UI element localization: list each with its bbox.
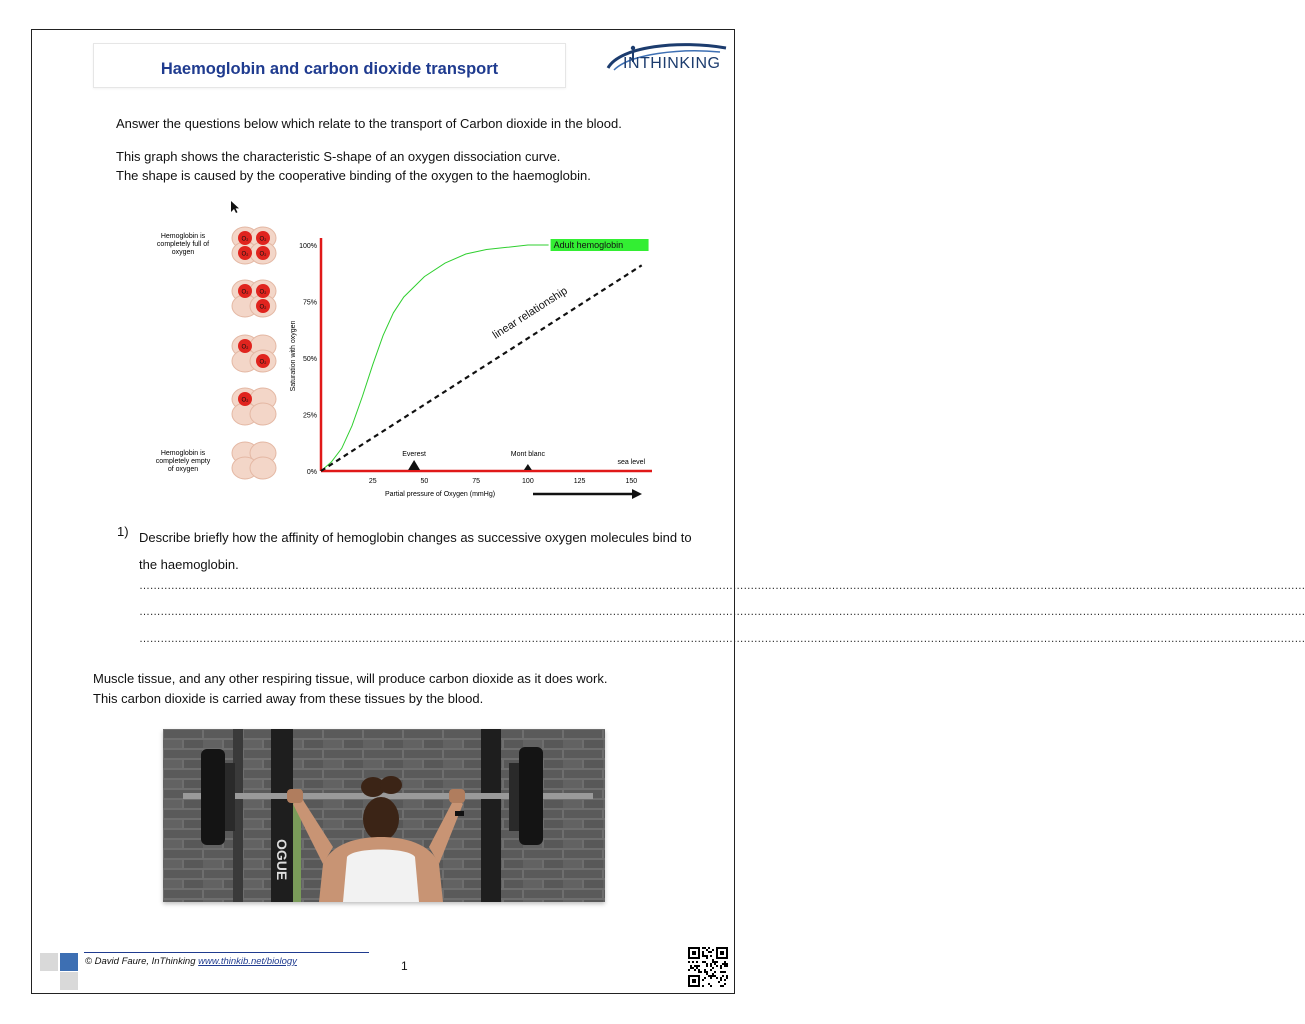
o2-label: O₂	[241, 397, 249, 404]
intro-graph-line: This graph shows the characteristic S-shape of an oxygen dissociation curve.	[116, 149, 561, 164]
altitude-marker-icon	[524, 464, 532, 470]
arrow-head-icon	[632, 489, 642, 499]
y-tick-label: 0%	[306, 469, 317, 476]
hemoglobin-subunit	[250, 457, 276, 479]
series-label-linear-relationship: linear relationship	[490, 284, 570, 342]
rack-text: OGUE	[274, 839, 290, 881]
y-tick-label: 100%	[299, 243, 317, 250]
label-empty-2: completely empty	[155, 458, 211, 465]
answer-line-3[interactable]: ……………………………………………………………………………………………………………………………………………………………………………………………………………………………………………………………………………………………………	[139, 633, 1305, 645]
x-tick-label: 150	[625, 478, 638, 485]
footer-squares-icon	[40, 950, 80, 990]
weightlifter-illustration	[163, 729, 605, 902]
altitude-marker-label: Mont blanc	[510, 451, 545, 458]
y-tick-label: 25%	[302, 412, 317, 420]
label-full-2: completely full of	[156, 241, 210, 248]
weightlifting-photo	[163, 729, 605, 902]
hemoglobin-molecule	[232, 335, 276, 372]
altitude-markers	[402, 451, 645, 470]
hemoglobin-molecules	[232, 227, 276, 479]
label-full-3: oxygen	[171, 249, 195, 256]
label-empty-3: of oxygen	[167, 466, 199, 473]
cursor-icon	[231, 201, 239, 213]
intro-instruction: Answer the questions below which relate to the transport of Carbon dioxide in the blood.	[116, 116, 622, 131]
o2-label: O₂	[259, 289, 267, 296]
qr-code-icon	[688, 947, 728, 987]
y-tick-label: 50%	[302, 356, 317, 363]
hemoglobin-subunit	[250, 403, 276, 425]
series-group	[321, 239, 649, 471]
copyright-text: © David Faure, InThinking	[85, 956, 199, 967]
footer-link[interactable]: www.thinkib.net/biology	[198, 956, 297, 967]
o2-label: O₂	[259, 304, 267, 311]
x-axis-label: Partial pressure of Oxygen (mmHg)	[384, 491, 496, 498]
x-tick-label: 75	[472, 478, 481, 485]
axis-ticks	[299, 243, 637, 485]
o2-label: O₂	[241, 289, 249, 296]
intro-shape-line: The shape is caused by the cooperative binding of the oxygen to the haemoglobin.	[116, 168, 591, 183]
hemoglobin-molecule	[232, 388, 276, 425]
y-axis-label: Saturation with oxygen	[290, 320, 297, 392]
title-box	[93, 43, 566, 88]
page-title: Haemoglobin and carbon dioxide transport	[160, 60, 499, 78]
muscle-line-1: Muscle tissue, and any other respiring tissue, will produce carbon dioxide as it does work.	[93, 671, 608, 686]
y-tick-label: 75%	[302, 299, 317, 307]
footer-squares	[40, 950, 80, 990]
label-empty-1: Hemoglobin is	[160, 450, 206, 457]
o2-label: O₂	[241, 251, 249, 258]
o2-label: O₂	[241, 344, 249, 351]
altitude-marker-label: Everest	[402, 451, 426, 458]
adult-hemoglobin-line	[321, 245, 549, 471]
linear-relationship-line	[321, 265, 642, 471]
dissociation-chart	[150, 198, 660, 508]
hemoglobin-molecule	[232, 442, 276, 479]
x-tick-label: 100	[522, 478, 534, 485]
o2-label: O₂	[259, 359, 267, 366]
label-full-1: Hemoglobin is	[160, 233, 206, 240]
x-tick-label: 25	[368, 478, 377, 485]
altitude-marker-icon	[408, 460, 420, 470]
footer-rule	[84, 952, 369, 953]
answer-line-1[interactable]: ……………………………………………………………………………………………………………………………………………………………………………………………………………………………………………………………………………………………………	[139, 580, 1305, 592]
hemoglobin-molecule	[232, 280, 276, 317]
question-text: Describe briefly how the affinity of hemoglobin changes as successive oxygen molecules bind to the haemoglobin.	[139, 530, 692, 572]
footer-copyright	[85, 956, 297, 967]
page-number: 1	[401, 959, 408, 973]
question-number: 1)	[117, 524, 129, 539]
answer-line-2[interactable]: ……………………………………………………………………………………………………………………………………………………………………………………………………………………………………………………………………………………………………	[139, 606, 1305, 618]
logo-text: INTHINKING	[623, 55, 721, 72]
altitude-marker-label: sea level	[617, 459, 646, 466]
muscle-line-2: This carbon dioxide is carried away from these tissues by the blood.	[93, 691, 484, 706]
x-tick-label: 50	[420, 478, 429, 485]
o2-label: O₂	[259, 251, 267, 258]
o2-label: O₂	[259, 236, 267, 243]
x-tick-label: 125	[573, 478, 586, 485]
oxygen-dissociation-figure	[150, 198, 660, 508]
o2-label: O₂	[241, 236, 249, 243]
qr-code[interactable]	[688, 947, 728, 987]
series-label-adult-hemoglobin: Adult hemoglobin	[553, 240, 624, 250]
inthinking-logo	[600, 40, 728, 80]
hemoglobin-molecule	[232, 227, 276, 264]
